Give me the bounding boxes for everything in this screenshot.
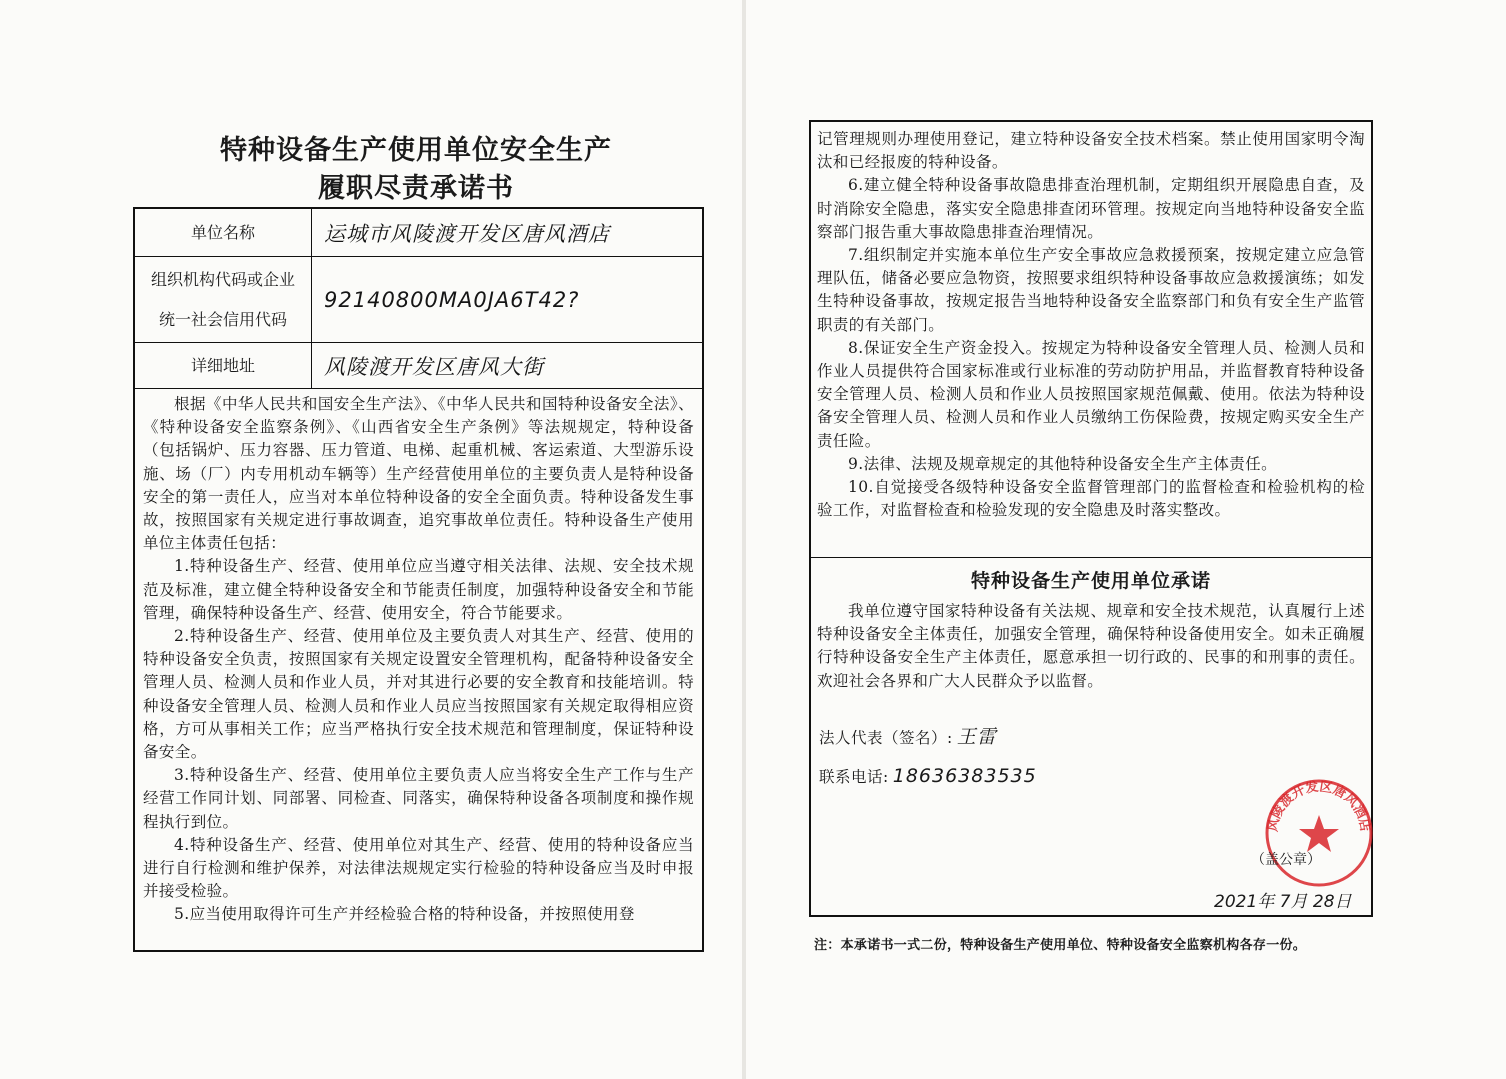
legal-rep-label: 法人代表（签名）: [819,729,953,747]
seal-text: 风陵渡开发区唐风酒店 [1265,779,1373,833]
left-page [0,0,742,1079]
address-label: 详细地址 [135,343,312,388]
paragraph: 7.组织制定并实施本单位生产安全事故应急救援预案，按规定建立应急管理队伍，储备必要应急物资，按照要求组织特种设备事故应急救援演练；如发生特种设备事故，按规定报告当地特种设备安全监察部门和负有安全生产监管职责的有关部门。 [817,246,1365,334]
credit-code-label-line2: 统一社会信用代码 [158,309,287,329]
credit-code-row [135,257,702,343]
paragraph: 4.特种设备生产、经营、使用单位对其生产、经营、使用的特种设备应当进行自行检测和维护保养，对法律法规规定实行检验的特种设备应当及时申报并接受检验。 [143,835,694,901]
official-seal-stamp [1263,777,1375,889]
promise-text [817,600,1365,693]
phone-line [819,765,1037,787]
seal-label: （盖公章） [1251,852,1321,868]
paragraph: 6.建立健全特种设备事故隐患排查治理机制，定期组织开展隐患自查，及时消除安全隐患，落实安全隐患排查闭环管理。按规定向当地特种设备安全监察部门报告重大事故隐患排查治理情况。 [817,176,1365,241]
credit-code-value: 92140800MA0JA6T42? [324,287,580,312]
responsibilities-text-right [817,128,1365,522]
right-page [746,0,1506,1079]
paragraph: 10.自觉接受各级特种设备安全监督管理部门的监督检查和检验机构的检验工作，对监督检查和检验发现的安全隐患及时落实整改。 [817,478,1365,520]
address-value: 风陵渡开发区唐风大街 [324,354,544,379]
paragraph: 8.保证安全生产资金投入。按规定为特种设备安全管理人员、检测人员和作业人员提供符合国家标准或行业标准的劳动防护用品，并监督教育特种设备安全管理人员、检测人员和作业人员按照国家规范佩戴、使用。依法为特种设备安全管理人员、检测人员和作业人员缴纳工伤保险费，按规定购买安全生产责任险。 [817,338,1365,450]
paragraph: 记管理规则办理使用登记，建立特种设备安全技术档案。禁止使用国家明令淘汰和已经报废的特种设备。 [817,130,1365,172]
legal-rep-signature: 王雷 [956,726,997,748]
signing-date: 2021年 7月 28日 [1214,892,1352,912]
document-title-line1: 特种设备生产使用单位安全生产 [220,135,612,166]
commitment-form-continued [809,120,1373,917]
section-divider [811,557,1371,558]
footnote: 注：本承诺书一式二份，特种设备生产使用单位、特种设备安全监察机构各存一份。 [814,938,1307,953]
commitment-form [133,207,704,952]
document-title-line2: 履职尽责承诺书 [318,173,514,204]
credit-code-label-line1: 组织机构代码或企业 [150,269,295,289]
unit-name-label: 单位名称 [135,209,312,256]
phone-value: 18636383535 [892,765,1037,787]
phone-label: 联系电话: [819,768,889,786]
credit-code-label [135,257,312,342]
paragraph: 2.特种设备生产、经营、使用单位及主要负责人对其生产、经营、使用的特种设备安全负责，按照国家有关规定设置安全管理机构，配备特种设备安全管理人员、检测人员和作业人员，并对其进行必要的安全教育和技能培训。特种设备安全管理人员、检测人员和作业人员应当按照国家有关规定取得相应资格，方可从事相关工作；应当严格执行安全技术规范和管理制度，保证特种设备安全。 [143,627,694,762]
legal-rep-line [819,722,997,749]
paragraph: 1.特种设备生产、经营、使用单位应当遵守相关法律、法规、安全技术规范及标准，建立健全特种设备安全和节能责任制度，加强特种设备安全和节能管理，确保特种设备生产、经营、使用安全，符合节能要求。 [143,557,694,622]
paragraph: 5.应当使用取得许可生产并经检验合格的特种设备，并按照使用登 [174,905,635,924]
promise-paragraph: 我单位遵守国家特种设备有关法规、规章和安全技术规范，认真履行上述特种设备安全主体责任，加强安全管理，确保特种设备使用安全。如未正确履行特种设备安全生产主体责任，愿意承担一切行政的、民事的和刑事的责任。欢迎社会各界和广大人民群众予以监督。 [817,602,1365,690]
unit-name-row [135,209,702,257]
responsibilities-text-left [143,393,694,927]
address-row [135,343,702,389]
unit-name-value: 运城市风陵渡开发区唐风酒店 [324,221,610,246]
paragraph: 3.特种设备生产、经营、使用单位主要负责人应当将安全生产工作与生产经营工作同计划、同部署、同检查、同落实，确保特种设备各项制度和操作规程执行到位。 [143,766,694,831]
promise-title: 特种设备生产使用单位承诺 [970,570,1211,592]
paragraph: 根据《中华人民共和国安全生产法》、《中华人民共和国特种设备安全法》、《特种设备安全监察条例》、《山西省安全生产条例》等法规规定，特种设备（包括锅炉、压力容器、压力管道、电梯、起重机械、客运索道、大型游乐设施、场（厂）内专用机动车辆等）生产经营使用单位的主要负责人是特种设备安全的第一责任人，应当对本单位特种设备的安全全面负责。特种设备发生事故，按照国家有关规定进行事故调查，追究事故单位责任。特种设备生产使用单位主体责任包括： [143,395,694,553]
paragraph: 9.法律、法规及规章规定的其他特种设备安全生产主体责任。 [848,454,1277,473]
